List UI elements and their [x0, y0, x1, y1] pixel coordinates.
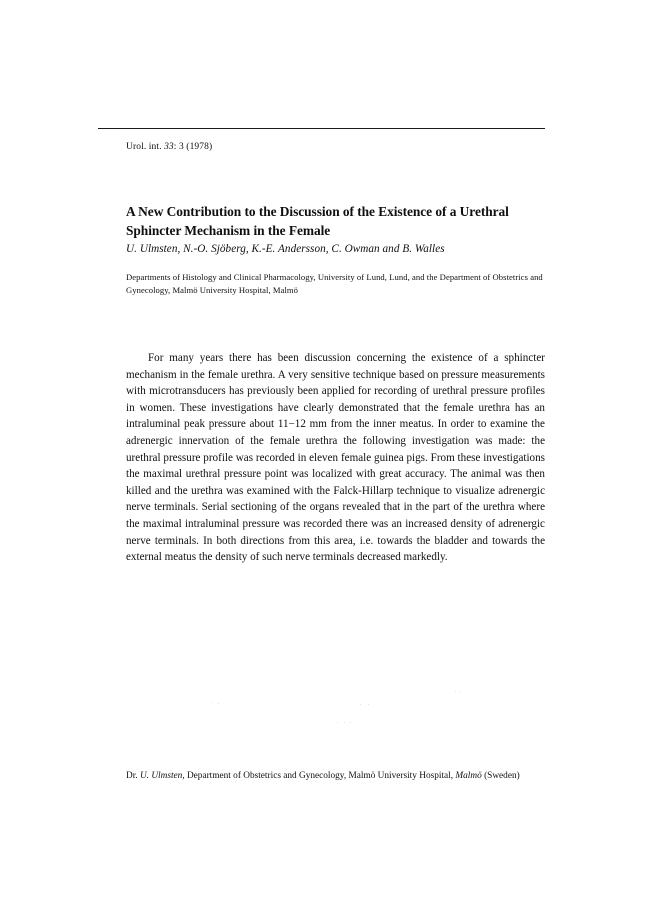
- journal-volume: 33: [164, 142, 174, 152]
- correspondence-city: Malmö: [455, 771, 482, 781]
- correspondence-country: (Sweden): [481, 771, 520, 781]
- abstract-body: [126, 350, 545, 566]
- correspondence-department: , Department of Obstetrics and Gynecology, Malmö University Hospital,: [182, 771, 456, 781]
- abstract-text: For many years there has been discussion concerning the existence of a sphincter mechanism in the female urethra. A very sensitive technique based on pressure measurements with microtransducers has previously been applied for recording of urethral pressure profiles in women. These investigations have clearly demonstrated that the female urethra has an intraluminal peak pressure about 11−12 mm from the inner meatus. In order to examine the adrenergic innervation of the female urethra the following investigation was made: the urethral pressure profile was recorded in eleven female guinea pigs. From these investigations the maximal urethral pressure point was localized with great accuracy. The animal was then killed and the urethra was examined with the Falck-Hillarp technique to visualize adrenergic nerve terminals. Serial sectioning of the organs revealed that in the part of the urethra where the maximal intraluminal pressure was recorded there was an increased density of adrenergic nerve terminals. In both directions from this area, i.e. towards the bladder and towards the external meatus the density of such nerve terminals decreased markedly.: [126, 352, 545, 564]
- header-divider-rule: [98, 128, 545, 129]
- journal-name: Urol. int.: [126, 142, 162, 152]
- journal-issue-year: : 3 (1978): [173, 142, 213, 152]
- correspondence-address: [126, 769, 546, 784]
- scan-artifact: [218, 703, 219, 704]
- scan-artifact: [455, 691, 456, 692]
- scan-artifact: [460, 691, 461, 692]
- scan-artifact: [337, 722, 338, 723]
- scan-artifact: [344, 722, 345, 723]
- page-title: A New Contribution to the Discussion of the Existence of a Urethral Sphincter Mechanism in the Female: [126, 203, 509, 238]
- scan-artifact: [368, 704, 369, 705]
- scan-artifact: [212, 702, 213, 703]
- scan-artifact: [350, 722, 351, 723]
- journal-citation-line: [126, 142, 212, 152]
- correspondence-prefix: Dr.: [126, 771, 140, 781]
- scan-artifact: [360, 704, 361, 705]
- affiliation-text: Departments of Histology and Clinical Pharmacology, University of Lund, Lund, and the Department of Obstetrics and Gynecology, Malmö University Hospital, Malmö: [126, 272, 543, 296]
- author-list: U. Ulmsten, N.-O. Sjöberg, K.-E. Andersson, C. Owman and B. Walles: [126, 243, 445, 255]
- correspondence-name: U. Ulmsten: [139, 771, 183, 781]
